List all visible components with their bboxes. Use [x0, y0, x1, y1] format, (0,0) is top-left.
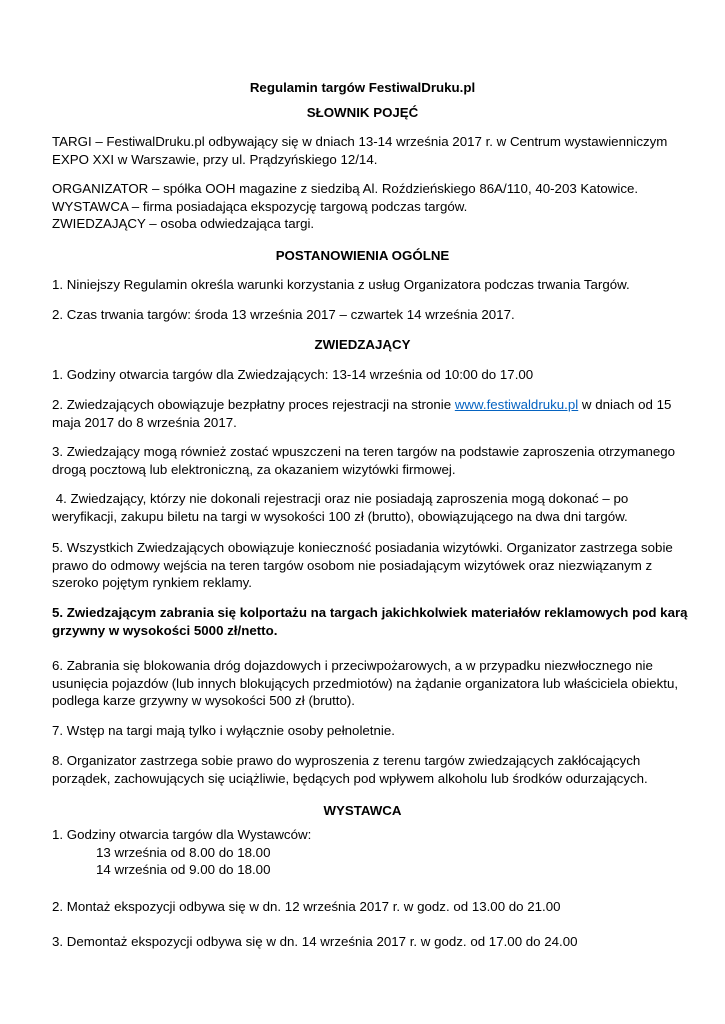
visitors-p8: 8. Organizator zastrzega sobie prawo do wyproszenia z terenu targów zwiedzających zakłócających porządek, zachowujących się uciążliwie, będących pod wpływem alkoholu lub środków odurzających. [52, 753, 648, 786]
visitors-p5: 5. Wszystkich Zwiedzających obowiązuje konieczność posiadania wizytówki. Organizator zastrzega sobie prawo do odmowy wejścia na teren targów osobom nie posiadającym wizytówek oraz niezwiązanym z szeroko pojętym rynkiem reklamy. [52, 540, 673, 590]
exhibitor-heading: WYSTAWCA [323, 803, 402, 818]
general-p2: 2. Czas trwania targów: środa 13 września 2017 – czwartek 14 września 2017. [52, 307, 515, 322]
exhibitor-p2: 2. Montaż ekspozycji odbywa się w dn. 12 września 2017 r. w godz. od 13.00 do 21.00 [52, 899, 561, 914]
exhibitor-p1: 1. Godziny otwarcia targów dla Wystawców: 13 września od 8.00 do 18.00 14 września od 9.00 do 18.00 [52, 826, 677, 879]
glossary-heading: SŁOWNIK POJĘĆ [306, 105, 419, 120]
glossary-organizator: ORGANIZATOR – spółka OOH magazine z siedzibą Al. Roździeńskiego 86A/110, 40-203 Katowice. [52, 181, 639, 196]
visitors-p1: 1. Godziny otwarcia targów dla Zwiedzających: 13-14 września od 10:00 do 17.00 [52, 367, 534, 382]
visitors-p4: 4. Zwiedzający, którzy nie dokonali rejestracji oraz nie posiadają zaproszenia mogą dokonać – po weryfikacji, zakupu biletu na targi w wysokości 100 zł (brutto), obowiązującego na dwa dni targów. [52, 491, 629, 524]
exhibitor-hours-day2: 14 września od 9.00 do 18.00 [96, 862, 271, 877]
glossary-targi: TARGI – FestiwalDruku.pl odbywający się w dniach 13-14 września 2017 r. w Centrum wystawienniczym EXPO XXI w Warszawie, przy ul. Prądzyńskiego 12/14. [52, 134, 668, 167]
visitors-p6: 6. Zabrania się blokowania dróg dojazdowych i przeciwpożarowych, a w przypadku niezwłocznego nie usunięcia pojazdów (lub innych blokujących przedmiotów) na żądanie organizatora lub właściciela obiektu, podlega karze grzywny w wysokości 500 zł (brutto). [52, 658, 679, 708]
general-p1: 1. Niniejszy Regulamin określa warunki korzystania z usług Organizatora podczas trwania Targów. [52, 277, 630, 292]
exhibitor-p3: 3. Demontaż ekspozycji odbywa się w dn. 14 września 2017 r. w godz. od 17.00 do 24.00 [52, 934, 578, 949]
visitors-p2: 2. Zwiedzających obowiązuje bezpłatny proces rejestracji na stronie www.festiwaldruku.pl w dniach od 15 maja 2017 do 8 września 2017. [52, 397, 672, 430]
exhibitor-hours-day1: 13 września od 8.00 do 18.00 [96, 844, 271, 860]
visitors-heading: ZWIEDZAJĄCY [314, 337, 411, 352]
glossary-definitions [52, 180, 677, 233]
visitors-p5-ban: 5. Zwiedzającym zabrania się kolportażu na targach jakichkolwiek materiałów reklamowych pod karą grzywny w wysokości 5000 zł/netto. [52, 605, 688, 638]
document-title: Regulamin targów FestiwalDruku.pl [249, 80, 476, 95]
visitors-p3: 3. Zwiedzający mogą również zostać wpuszczeni na teren targów na podstawie zaproszenia otrzymanego drogą pocztową lub elektroniczną, za okazaniem wizytówki firmowej. [52, 444, 676, 477]
visitors-p7: 7. Wstęp na targi mają tylko i wyłącznie osoby pełnoletnie. [52, 723, 395, 738]
glossary-wystawca: WYSTAWCA – firma posiadająca ekspozycję targową podczas targów. [52, 198, 468, 214]
general-heading: POSTANOWIENIA OGÓLNE [275, 248, 450, 263]
website-link[interactable]: www.festiwaldruku.pl [454, 397, 579, 412]
glossary-zwiedzajacy: ZWIEDZAJĄCY – osoba odwiedzająca targi. [52, 216, 315, 231]
